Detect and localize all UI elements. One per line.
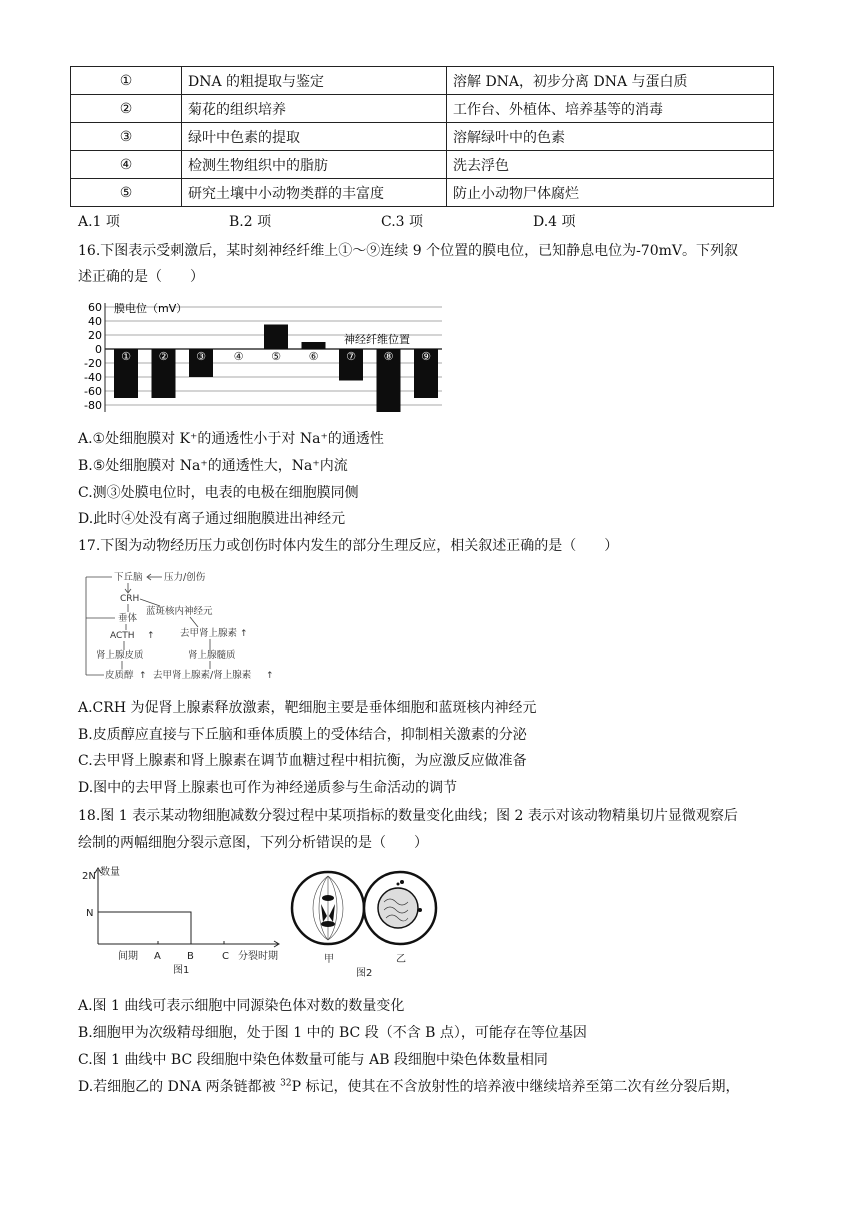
fig2-cell-jia-label: 甲	[324, 954, 334, 965]
q17-option-c: C.去甲肾上腺素和肾上腺素在调节血糖过程中相抗衡，为应激反应做准备	[78, 753, 527, 769]
bar-position-6	[302, 342, 326, 349]
fig1-x-label: 分裂时期	[238, 951, 278, 962]
category-label: ④	[233, 350, 244, 363]
bar-position-5	[264, 325, 288, 350]
fig1-point-b: B	[187, 951, 194, 962]
q18-option-a: A.图 1 曲线可表示细胞中同源染色体对数的数量变化	[78, 998, 405, 1014]
q18-stem-line1: 18.图 1 表示某动物细胞减数分裂过程中某项指标的数量变化曲线；图 2 表示对该动物精巢切片显微观察后	[78, 808, 738, 824]
row-number: ②	[71, 95, 182, 123]
fig1-curve-line	[98, 912, 191, 944]
category-label: ⑨	[421, 350, 431, 363]
cell-jia	[292, 872, 364, 944]
q16-option-d: D.此时④处没有离子通过细胞膜进出神经元	[78, 511, 346, 527]
fig1-caption: 图1	[173, 965, 190, 974]
y-tick-n: N	[86, 908, 94, 919]
y-tick-label: 20	[88, 329, 102, 342]
fig1-y-label: 数量	[100, 867, 120, 878]
q15-option-b: B.2 项	[229, 214, 272, 230]
q17-option-b: B.皮质醇应直接与下丘脑和垂体质膜上的受体结合，抑制相关激素的分泌	[78, 727, 527, 743]
node-pituitary: 垂体	[118, 613, 138, 624]
figure1-curve	[78, 862, 288, 974]
q16-stem-line2: 述正确的是（ ）	[78, 269, 204, 285]
table-row	[71, 151, 774, 179]
category-label: ⑧	[383, 350, 394, 363]
row-number: ④	[71, 151, 182, 179]
reagent-table	[70, 66, 774, 207]
q17-stem: 17.下图为动物经历压力或创伤时体内发生的部分生理反应，相关叙述正确的是（ ）	[78, 538, 619, 554]
ne-up-arrow: ↑	[240, 629, 248, 639]
category-label: ⑤	[271, 350, 281, 363]
row-number: ③	[71, 123, 182, 151]
node-adrenal-cortex: 肾上腺皮质	[96, 650, 144, 661]
category-label: ①	[121, 350, 131, 363]
category-label: ③	[196, 350, 206, 363]
experiment-purpose: 溶解 DNA，初步分离 DNA 与蛋白质	[447, 67, 774, 95]
category-label: ⑥	[308, 350, 319, 363]
node-hypothalamus: 下丘脑	[114, 572, 143, 583]
y-tick-label: -60	[84, 385, 102, 398]
q18-option-d-superscript: 32	[280, 1078, 292, 1089]
fig1-point-a: A	[154, 951, 161, 962]
q16-option-b: B.⑤处细胞膜对 Na⁺的通透性大，Na⁺内流	[78, 458, 348, 474]
acth-up-arrow: ↑	[147, 631, 155, 641]
table-row	[71, 123, 774, 151]
q16-option-c: C.测③处膜电位时，电表的电极在细胞膜同侧	[78, 485, 359, 501]
node-norepinephrine: 去甲肾上腺素	[180, 628, 238, 639]
fig2-caption: 图2	[356, 968, 373, 978]
q18-option-d	[78, 1076, 739, 1096]
table-row	[71, 67, 774, 95]
q15-option-a: A.1 项	[78, 214, 120, 230]
q15-option-c: C.3 项	[381, 214, 424, 230]
table-row	[71, 95, 774, 123]
x-axis-label: 神经纤维位置	[344, 333, 410, 346]
cell-yi	[364, 872, 436, 944]
q16-stem-line1: 16.下图表示受刺激后，某时刻神经纤维上①～⑨连续 9 个位置的膜电位，已知静息电位为-70mV。下列叙	[78, 243, 739, 259]
row-number: ①	[71, 67, 182, 95]
category-label: ②	[158, 350, 169, 363]
q17-option-a: A.CRH 为促肾上腺素释放激素，靶细胞主要是垂体细胞和蓝斑核内神经元	[78, 700, 537, 716]
category-label: ⑦	[346, 350, 356, 363]
experiment-name: DNA 的粗提取与鉴定	[182, 67, 447, 95]
q18-option-d-post: P 标记，使其在不含放射性的培养液中继续培养至第二次有丝分裂后期，	[291, 1079, 740, 1095]
q16-option-a: A.①处细胞膜对 K⁺的通透性小于对 Na⁺的通透性	[78, 431, 384, 447]
y-tick-label: 0	[95, 343, 102, 356]
figure2-cells	[288, 866, 438, 978]
q18-option-d-pre: D.若细胞乙的 DNA 两条链都被	[78, 1079, 281, 1095]
table-row	[71, 179, 774, 207]
q15-option-d: D.4 项	[533, 214, 576, 230]
experiment-purpose: 溶解绿叶中的色素	[447, 123, 774, 151]
fig1-interphase-label: 间期	[118, 951, 138, 962]
y-tick-label: 60	[88, 301, 102, 314]
y-tick-label: -20	[84, 357, 102, 370]
membrane-potential-chart	[80, 295, 450, 420]
node-ne-epinephrine: 去甲肾上腺素/肾上腺素	[153, 670, 252, 681]
fig2-cell-yi-label: 乙	[396, 954, 406, 965]
experiment-purpose: 防止小动物尸体腐烂	[447, 179, 774, 207]
y-tick-label: -80	[84, 399, 102, 412]
experiment-name: 绿叶中色素的提取	[182, 123, 447, 151]
row-number: ⑤	[71, 179, 182, 207]
y-tick-label: 40	[88, 315, 102, 328]
q17-option-d: D.图中的去甲肾上腺素也可作为神经递质参与生命活动的调节	[78, 780, 458, 796]
stress-response-diagram	[80, 568, 280, 686]
q18-stem-line2: 绘制的两幅细胞分裂示意图，下列分析错误的是（ ）	[78, 835, 428, 851]
experiment-name: 检测生物组织中的脂肪	[182, 151, 447, 179]
experiment-name: 研究土壤中小动物类群的丰富度	[182, 179, 447, 207]
node-cortisol: 皮质醇	[105, 670, 134, 681]
experiment-purpose: 工作台、外植体、培养基等的消毒	[447, 95, 774, 123]
node-crh: CRH	[120, 594, 140, 604]
ne-epi-up-arrow: ↑	[266, 671, 274, 681]
node-adrenal-medulla: 肾上腺髓质	[188, 650, 236, 661]
q18-option-b: B.细胞甲为次级精母细胞，处于图 1 中的 BC 段（不含 B 点），可能存在等位基因	[78, 1025, 587, 1041]
fig1-point-c: C	[222, 951, 229, 962]
experiment-name: 菊花的组织培养	[182, 95, 447, 123]
y-axis-label: 膜电位（mV）	[114, 302, 188, 315]
y-tick-2n: 2N	[82, 871, 96, 882]
experiment-purpose: 洗去浮色	[447, 151, 774, 179]
q18-option-c: C.图 1 曲线中 BC 段细胞中染色体数量可能与 AB 段细胞中染色体数量相同	[78, 1052, 548, 1068]
node-locus: 蓝斑核内神经元	[146, 606, 213, 617]
node-acth: ACTH	[110, 631, 135, 641]
y-tick-label: -40	[84, 371, 102, 384]
cortisol-up-arrow: ↑	[139, 671, 147, 681]
node-stress: 压力/创伤	[164, 572, 206, 583]
